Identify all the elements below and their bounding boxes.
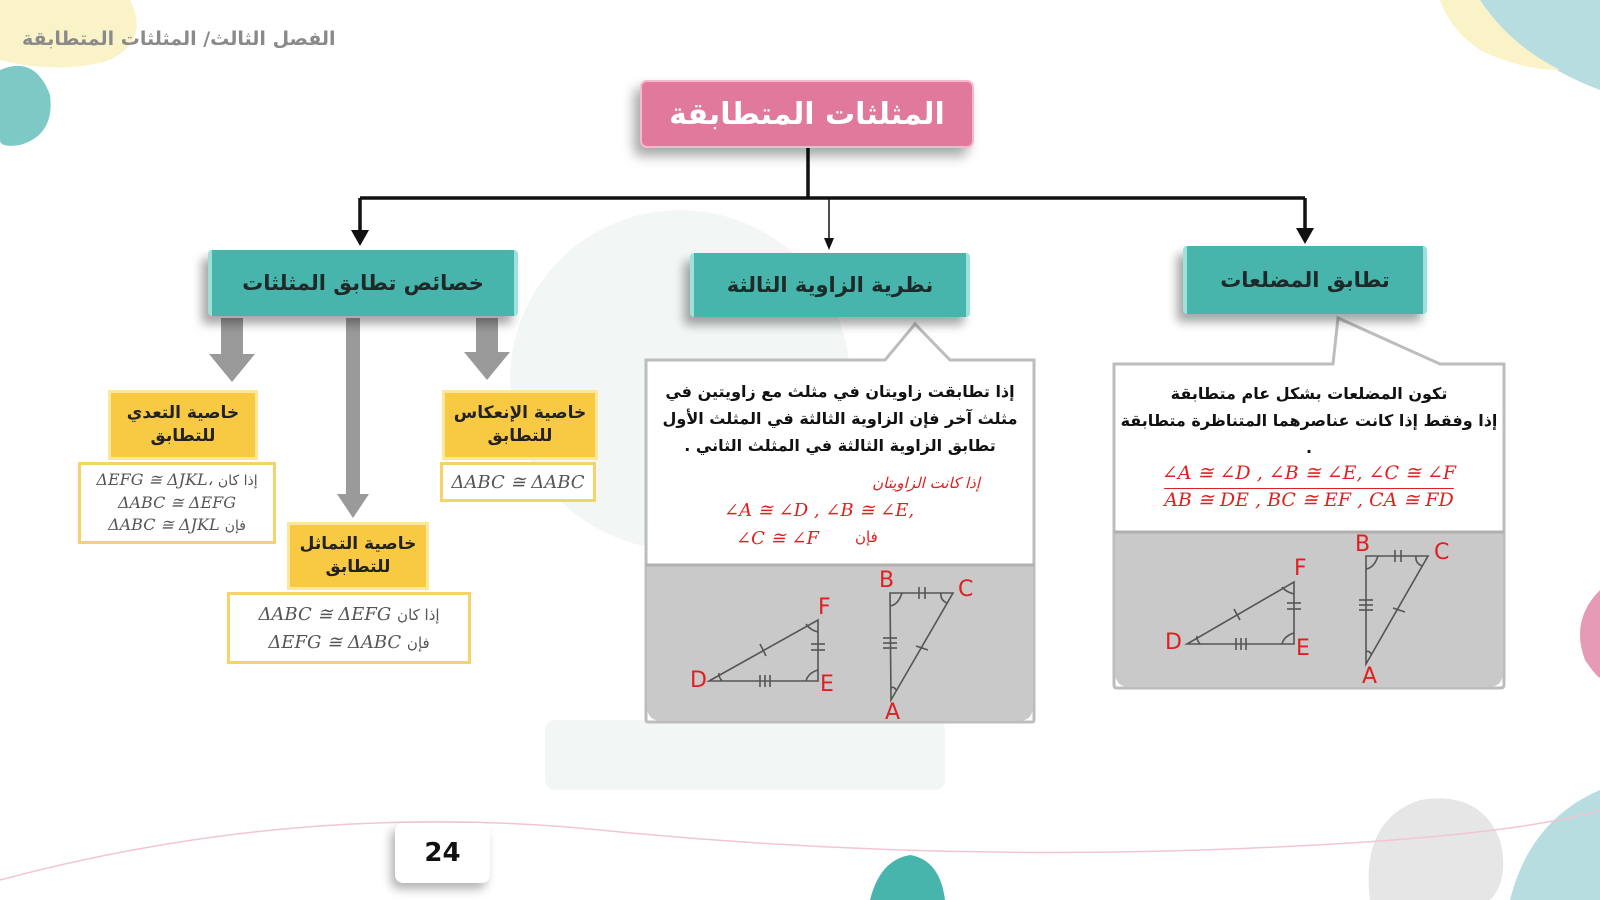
transitive-if-word: إذا كان <box>217 473 258 489</box>
polygons-statement <box>1118 380 1500 462</box>
symmetric-then-word: فإن <box>406 634 430 652</box>
symmetric-if-word: إذا كان <box>397 606 440 624</box>
third-angle-statement <box>652 378 1028 460</box>
branch-properties <box>208 250 518 316</box>
transitive-line3 <box>87 514 267 537</box>
polygons-vertex-f: F <box>1294 556 1307 581</box>
third-angle-vertex-a: A <box>885 700 901 725</box>
symmetric-property-box <box>227 592 471 664</box>
transitive-eq1: ΔEFG ≅ ΔJKL، <box>96 470 213 489</box>
symmetric-property-label-box <box>287 522 429 590</box>
polygons-vertex-c: C <box>1434 540 1450 565</box>
main-title-box <box>640 80 974 148</box>
third-angle-vertex-e: E <box>820 672 834 697</box>
third-angle-vertex-f: F <box>818 595 831 620</box>
reflexive-label-line1: خاصية الإنعكاس <box>453 403 587 424</box>
transitive-eq3: ΔABC ≅ ΔJKL <box>108 515 220 534</box>
branch-polygons <box>1183 246 1427 314</box>
reflexive-property-box <box>440 462 596 502</box>
third-angle-vertex-b: B <box>879 568 895 593</box>
transitive-eq2: ΔABC ≅ ΔEFG <box>117 493 237 512</box>
symmetric-line1 <box>238 601 460 629</box>
symmetric-label-line2: للتطابق <box>325 557 391 577</box>
third-angle-then-word: فإن <box>855 528 878 546</box>
third-angle-eq2: ∠C ≅ ∠F <box>736 528 819 549</box>
symmetric-line2 <box>238 629 460 657</box>
third-angle-text-line3: تطابق الزاوية الثالثة في المثلث الثاني . <box>684 436 996 456</box>
third-angle-if-angles: إذا كانت الزاويتان <box>872 474 980 492</box>
polygons-vertex-d: D <box>1165 630 1182 655</box>
polygons-vertex-b: B <box>1355 532 1371 557</box>
polygons-vertex-e: E <box>1296 636 1310 661</box>
third-angle-vertex-d: D <box>690 668 707 693</box>
transitive-property-box <box>78 462 276 544</box>
polygons-eq1: ∠A ≅ ∠D , ∠B ≅ ∠E, ∠C ≅ ∠F <box>1161 462 1457 484</box>
polygons-text-line2: إذا وفقط إذا كانت عناصرهما المتناظرة متطابقة . <box>1120 411 1498 458</box>
reflexive-eq1: ΔABC ≅ ΔABC <box>451 471 585 493</box>
main-title: المثلثات المتطابقة <box>669 96 945 132</box>
transitive-property-label-box <box>108 390 258 460</box>
polygons-eq2: AB ≅ DE , BC ≅ EF , CA ≅ FD <box>1164 489 1454 511</box>
branch-properties-label: خصائص تطابق المثلثات <box>242 271 484 295</box>
transitive-label-line1: خاصية التعدي <box>126 403 240 424</box>
symmetric-label-line1: خاصية التماثل <box>299 534 417 555</box>
reflexive-property-label <box>454 402 586 448</box>
polygons-vertex-a: A <box>1362 664 1378 689</box>
transitive-label-line2: للتطابق <box>150 426 216 446</box>
reflexive-property-label-box <box>442 390 598 460</box>
transitive-then-word: فإن <box>224 518 246 534</box>
transitive-line1 <box>87 469 267 492</box>
symmetric-eq1: ΔABC ≅ ΔEFG <box>258 604 392 625</box>
symmetric-eq2: ΔEFG ≅ ΔABC <box>268 632 402 653</box>
transitive-property-label <box>127 402 239 448</box>
polygons-text-line1: تكون المضلعات بشكل عام متطابقة <box>1170 384 1448 403</box>
branch-polygons-label: تطابق المضلعات <box>1220 268 1390 292</box>
third-angle-vertex-c: C <box>958 577 974 602</box>
symmetric-property-label <box>300 533 417 579</box>
breadcrumb: الفصل الثالث/ المثلثات المتطابقة <box>22 28 336 50</box>
branch-third-angle <box>690 253 970 317</box>
branch-third-angle-label: نظرية الزاوية الثالثة <box>726 273 934 297</box>
third-angle-text-line1: إذا تطابقت زاويتان في مثلث مع زاويتين في <box>665 382 1015 401</box>
reflexive-label-line2: للتطابق <box>487 426 553 446</box>
page-number: 24 <box>395 823 490 883</box>
third-angle-text-line2: مثلث آخر فإن الزاوية الثالثة في المثلث الأول <box>662 409 1018 429</box>
third-angle-eq1: ∠A ≅ ∠D , ∠B ≅ ∠E, <box>724 500 915 521</box>
